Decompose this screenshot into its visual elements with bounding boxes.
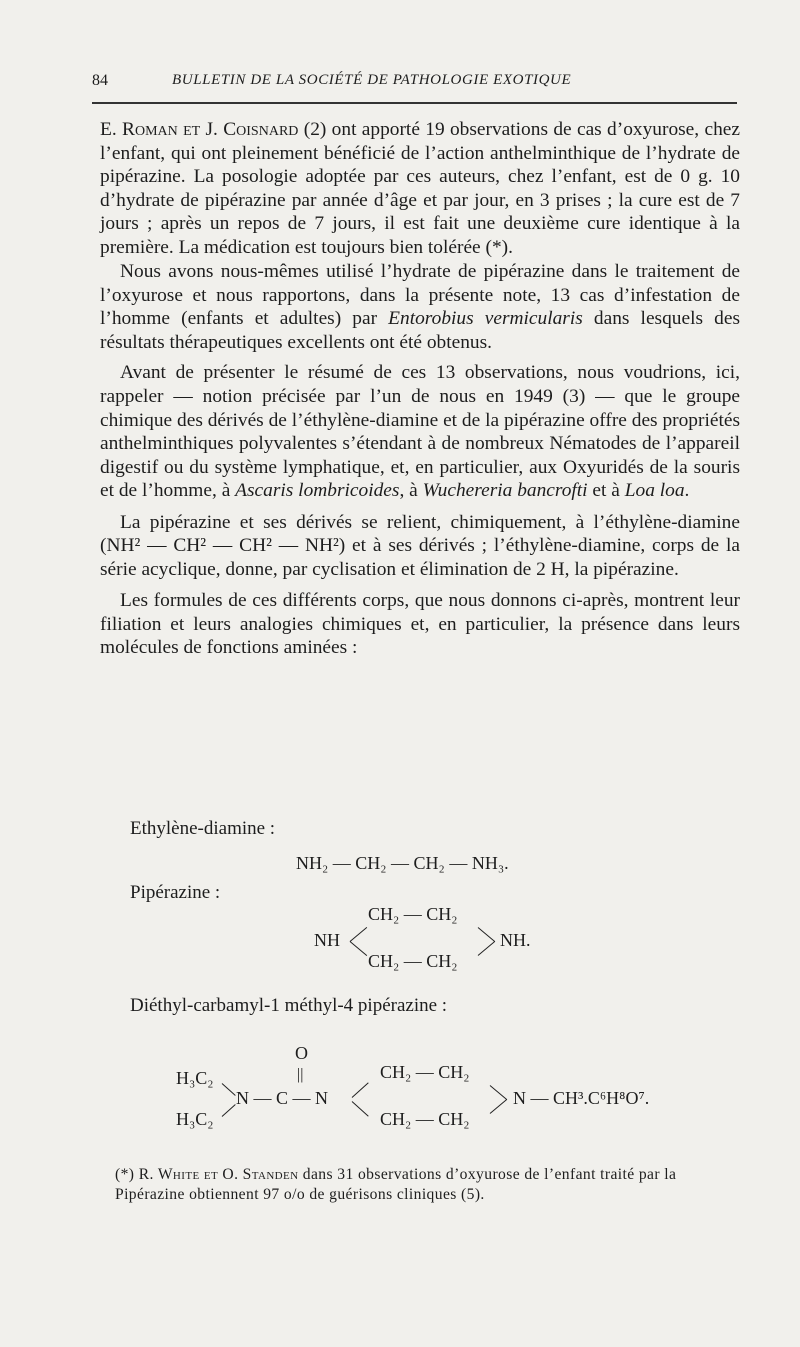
bond-line — [222, 1083, 236, 1096]
derivative-tail: N — CH³.C⁶H⁸O⁷. — [513, 1088, 650, 1108]
derivative-bottom-chain: CH₂ — CH₂ — [380, 1109, 470, 1129]
derivative-top-chain: CH₂ — CH₂ — [380, 1062, 470, 1082]
paragraph-5 — [100, 589, 740, 660]
ethylenediamine-formula: NH₂ — CH₂ — CH₂ — NH₃. — [296, 853, 509, 873]
bond-line — [490, 1099, 507, 1114]
species-name: Ascaris lombricoides — [235, 480, 400, 502]
paragraph-text: Les formules de ces différents corps, que nous donnons ci-après, montrent leur filiation et leurs analogies chimiques et, en particulier, la présence dans leurs molécules de fonctions aminées : — [100, 590, 740, 659]
paragraph-text: La pipérazine et ses dérivés se relient, chimiquement, à l’éthylène-diamine (NH² — CH² — CH² — NH²) et à ses dérivés ; l’éthylène-diamine, corps de la série acyclique, donne, par cyclisation et élimination de 2 H, la pipérazine. — [100, 511, 740, 580]
derivative-n-c-n: N — C — N — [236, 1088, 329, 1108]
footnote-marker: (*) — [115, 1166, 135, 1183]
piperazine-nh-left: NH — [314, 930, 340, 950]
paragraph-text: (2) ont apporté 19 observations de cas d’oxyurose, chez l’enfant, qui ont pleinement bénéficié de l’action anthelminthique de l’hydrate de pipérazine. La posologie adoptée par ces auteurs, chez l’enfant, est de 0 g. 10 d’hydrate de pipérazine par année d’âge et par jour, en 3 prises ; la cure est de 7 jours ; après un repos de 7 jours, il est fait une deuxième cure identique à la première. La médication est toujours bien tolérée (*). — [100, 119, 740, 258]
paragraph-4 — [100, 511, 740, 582]
species-name: Wuchereria bancrofti — [422, 480, 588, 502]
body-text — [100, 118, 740, 660]
paragraph-text: et à — [587, 480, 625, 502]
paragraph-text: , à — [399, 480, 423, 502]
paragraph-text: Avant de présenter le résumé de ces 13 observations, nous voudrions, ici, rappeler — notion précisée par l’un de nous en 1949 (3) — que le groupe chimique des dérivés de l’éthylène-diamine et de la pipérazine offre des propriétés anthelminthiques polyvalentes s’étendant à de nombreux Nématodes de l’appareil digestif ou du système lymphatique, et, en particulier, aux Oxyuridés de la souris et de l’homme, à — [100, 362, 740, 502]
paragraph-2 — [100, 260, 740, 354]
bond-line — [352, 1082, 369, 1097]
bond-line — [350, 927, 367, 942]
running-title: BULLETIN DE LA SOCIÉTÉ DE PATHOLOGIE EXOTIQUE — [172, 72, 572, 88]
piperazine-top-chain: CH₂ — CH₂ — [368, 904, 458, 924]
footnote-authors: R. White et O. Standen — [138, 1166, 299, 1183]
paragraph-text: Nous avons nous-mêmes utilisé l’hydrate de pipérazine dans le traitement de l’oxyurose et nous rapportons, dans la présente note, 13 cas d’infestation de l’homme (enfants et adultes) par — [100, 261, 740, 330]
bond-line — [478, 927, 495, 942]
piperazine-nh-right: NH. — [500, 930, 531, 950]
ethyl-group-bottom: H₃C₂ — [176, 1109, 214, 1129]
piperazine-label: Pipérazine : — [130, 882, 221, 903]
species-name: Entorobius vermicularis — [388, 308, 583, 330]
footnote-text: dans 31 observations d’oxyurose de l’enfant traité par la Pipérazine obtiennent 97 o/o de guérisons cliniques (5). — [115, 1166, 677, 1203]
derivative-label: Diéthyl-carbamyl-1 méthyl-4 pipérazine : — [130, 995, 448, 1016]
bond-line — [222, 1104, 236, 1117]
paragraph-3 — [100, 361, 740, 502]
paragraph-text: dans lesquels des résultats thérapeutiques excellents ont été obtenus. — [100, 308, 740, 353]
paragraph-1 — [100, 118, 740, 259]
paragraph-text: . — [684, 480, 690, 502]
footnote — [115, 1165, 745, 1205]
ethyl-group-top: H₃C₂ — [176, 1068, 214, 1088]
ethylenediamine-label: Ethylène-diamine : — [130, 818, 276, 839]
double-bond-icon: || — [297, 1066, 304, 1083]
header-rule — [92, 102, 737, 104]
bond-line — [352, 1101, 369, 1116]
bond-line — [478, 941, 495, 956]
species-name: Loa loa — [624, 480, 685, 502]
authors-smallcaps: E. Roman et J. Coisnard — [100, 119, 299, 140]
piperazine-bottom-chain: CH₂ — CH₂ — [368, 951, 458, 971]
bond-line — [490, 1085, 507, 1100]
bond-line — [350, 941, 367, 956]
page-header — [92, 72, 737, 102]
page-number: 84 — [92, 72, 108, 89]
carbonyl-oxygen: O — [295, 1043, 308, 1063]
